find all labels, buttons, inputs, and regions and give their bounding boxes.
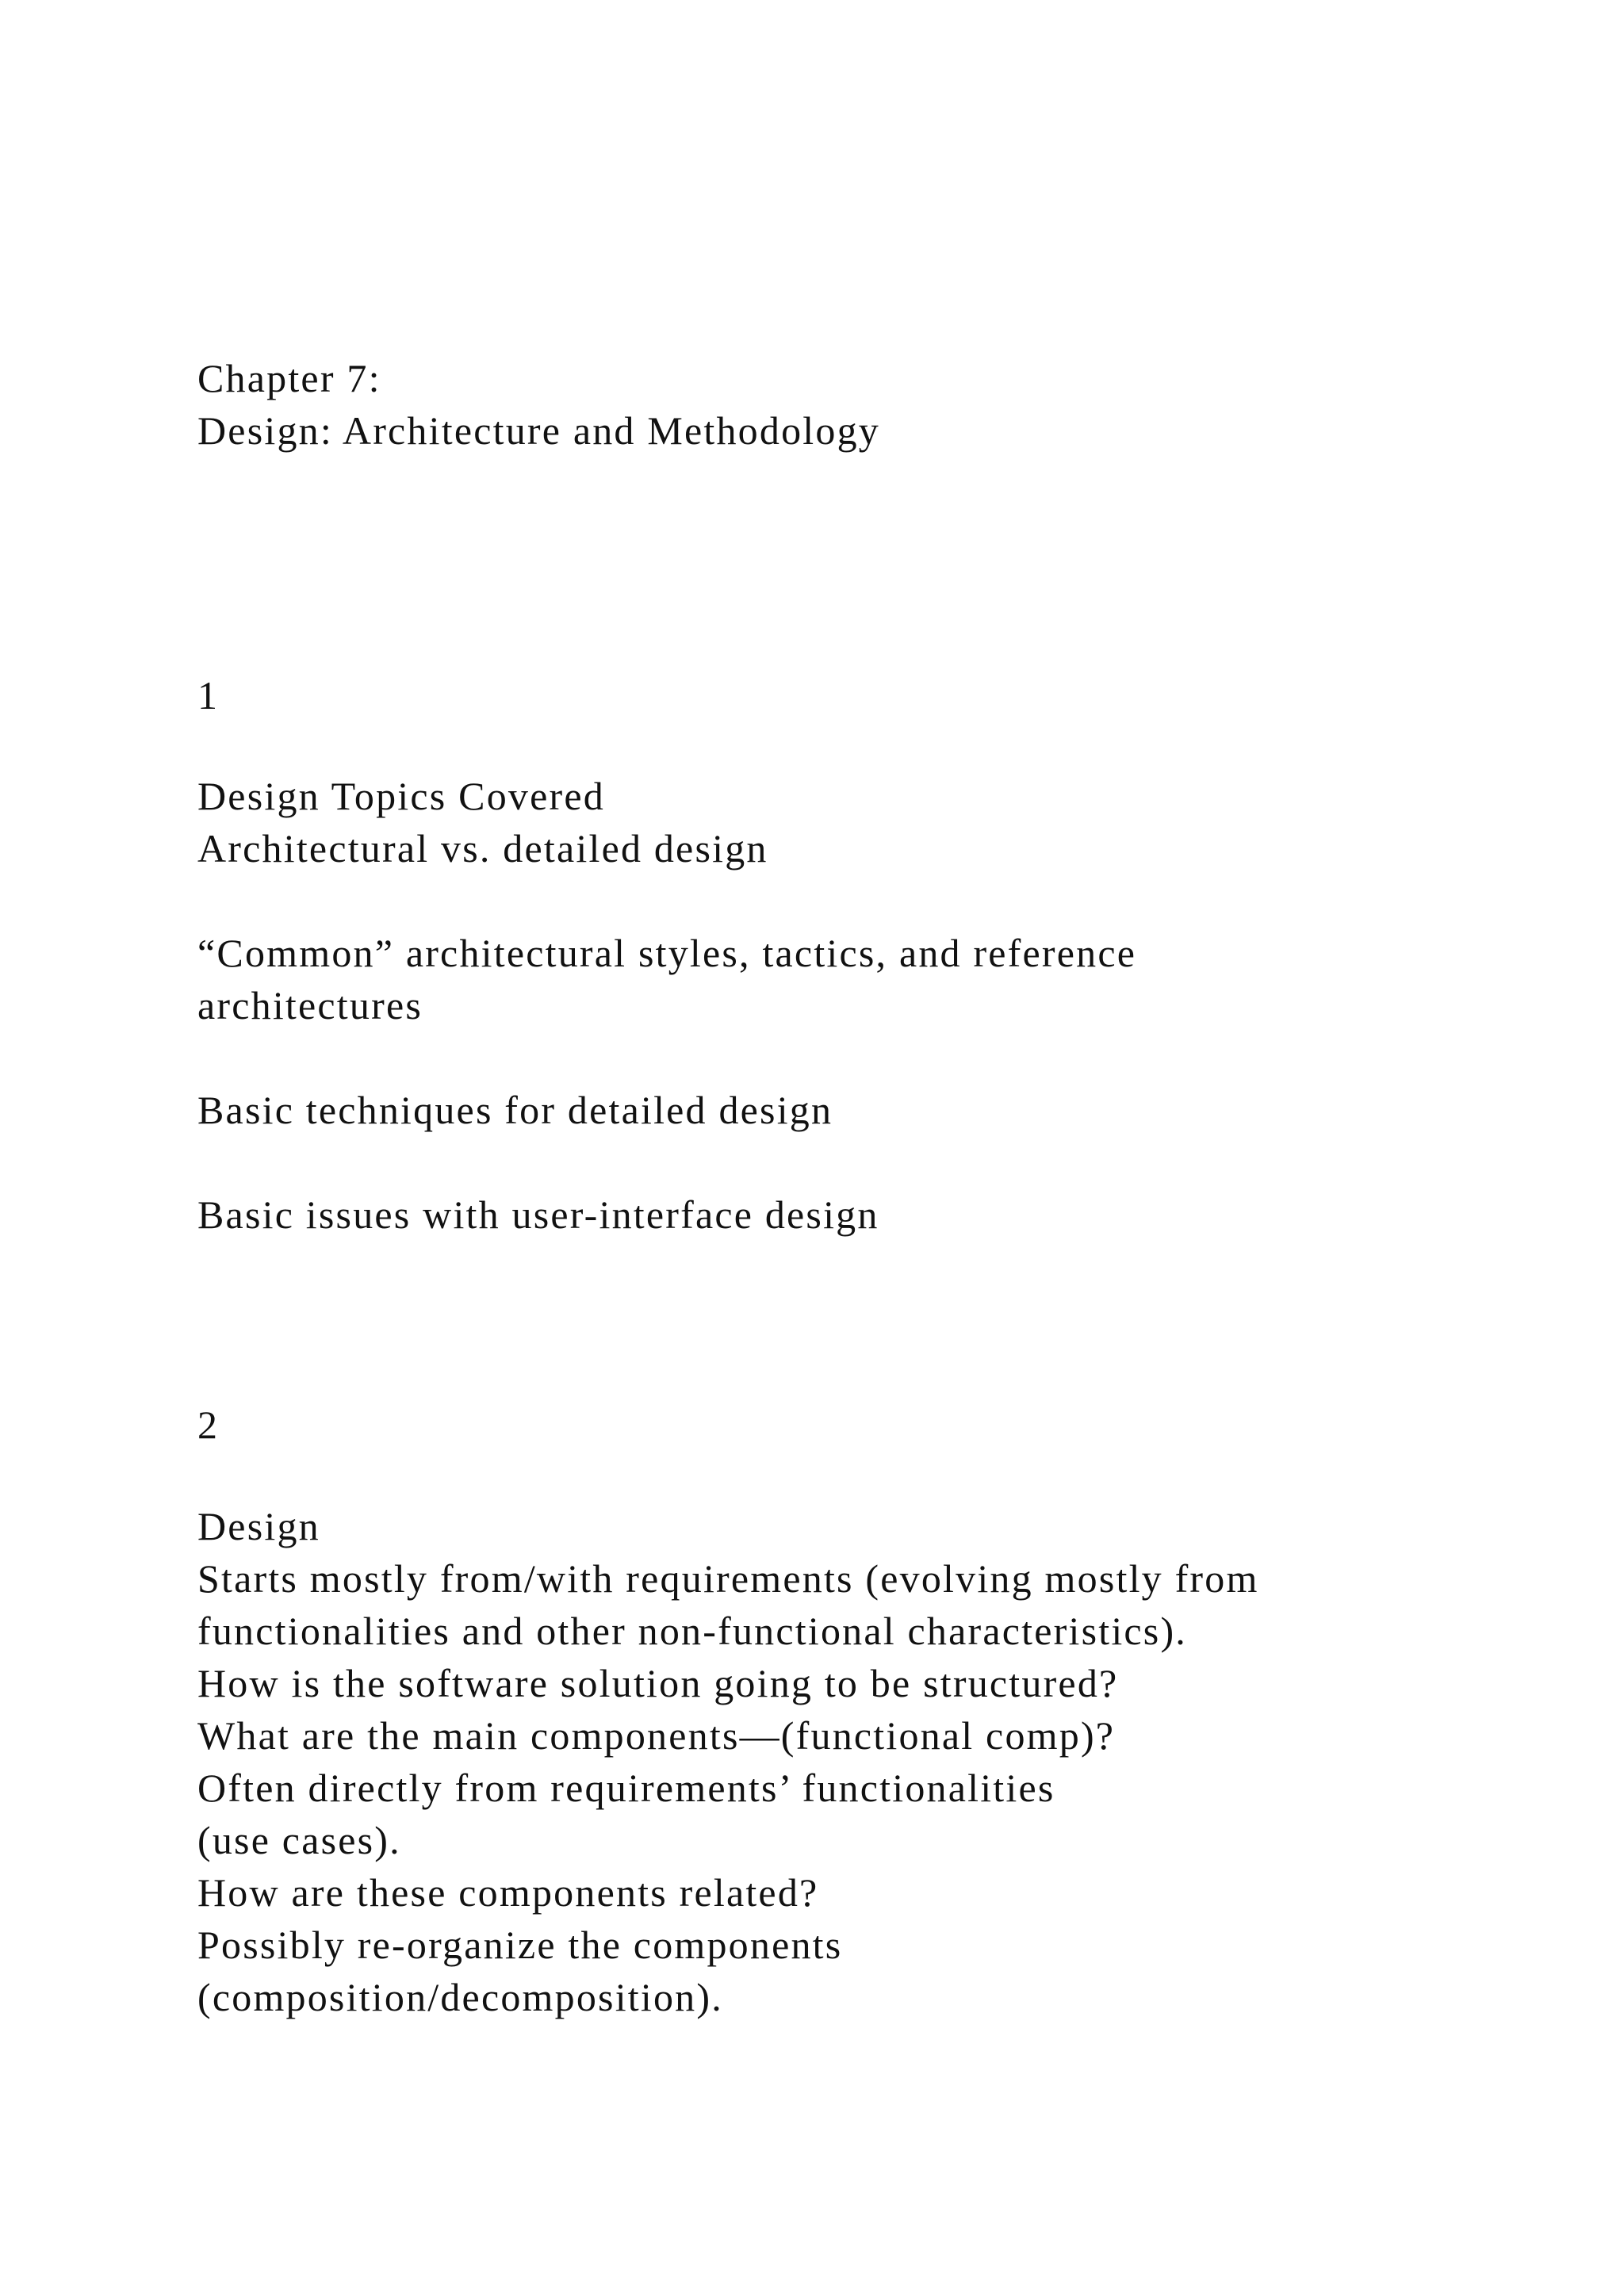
text-line: Starts mostly from/with requirements (evolving mostly from — [197, 1556, 1259, 1601]
text-line: Basic techniques for detailed design — [197, 1088, 833, 1132]
text-line: How is the software solution going to be structured? — [197, 1661, 1119, 1705]
text-line: Often directly from requirements’ functionalities — [197, 1766, 1055, 1810]
text-line: Possibly re-organize the components — [197, 1923, 843, 1967]
chapter-title: Design: Architecture and Methodology — [197, 408, 880, 453]
text-line: What are the main components—(functional comp)? — [197, 1713, 1116, 1758]
chapter-label: Chapter 7: — [197, 356, 381, 400]
text-line: How are these components related? — [197, 1870, 819, 1915]
text-line: functionalities and other non-functional characteristics). — [197, 1609, 1188, 1653]
section-heading: Design — [197, 1504, 320, 1548]
text-line: architectures — [197, 983, 423, 1027]
text-line: “Common” architectural styles, tactics, and reference — [197, 931, 1137, 975]
slide-number: 2 — [197, 1402, 220, 1447]
text-line: (composition/decomposition). — [197, 1975, 723, 2019]
section-heading: Design Topics Covered — [197, 774, 605, 818]
text-line: (use cases). — [197, 1818, 401, 1862]
slide-number: 1 — [197, 673, 220, 718]
text-line: Architectural vs. detailed design — [197, 826, 768, 871]
text-line: Basic issues with user-interface design — [197, 1192, 879, 1237]
